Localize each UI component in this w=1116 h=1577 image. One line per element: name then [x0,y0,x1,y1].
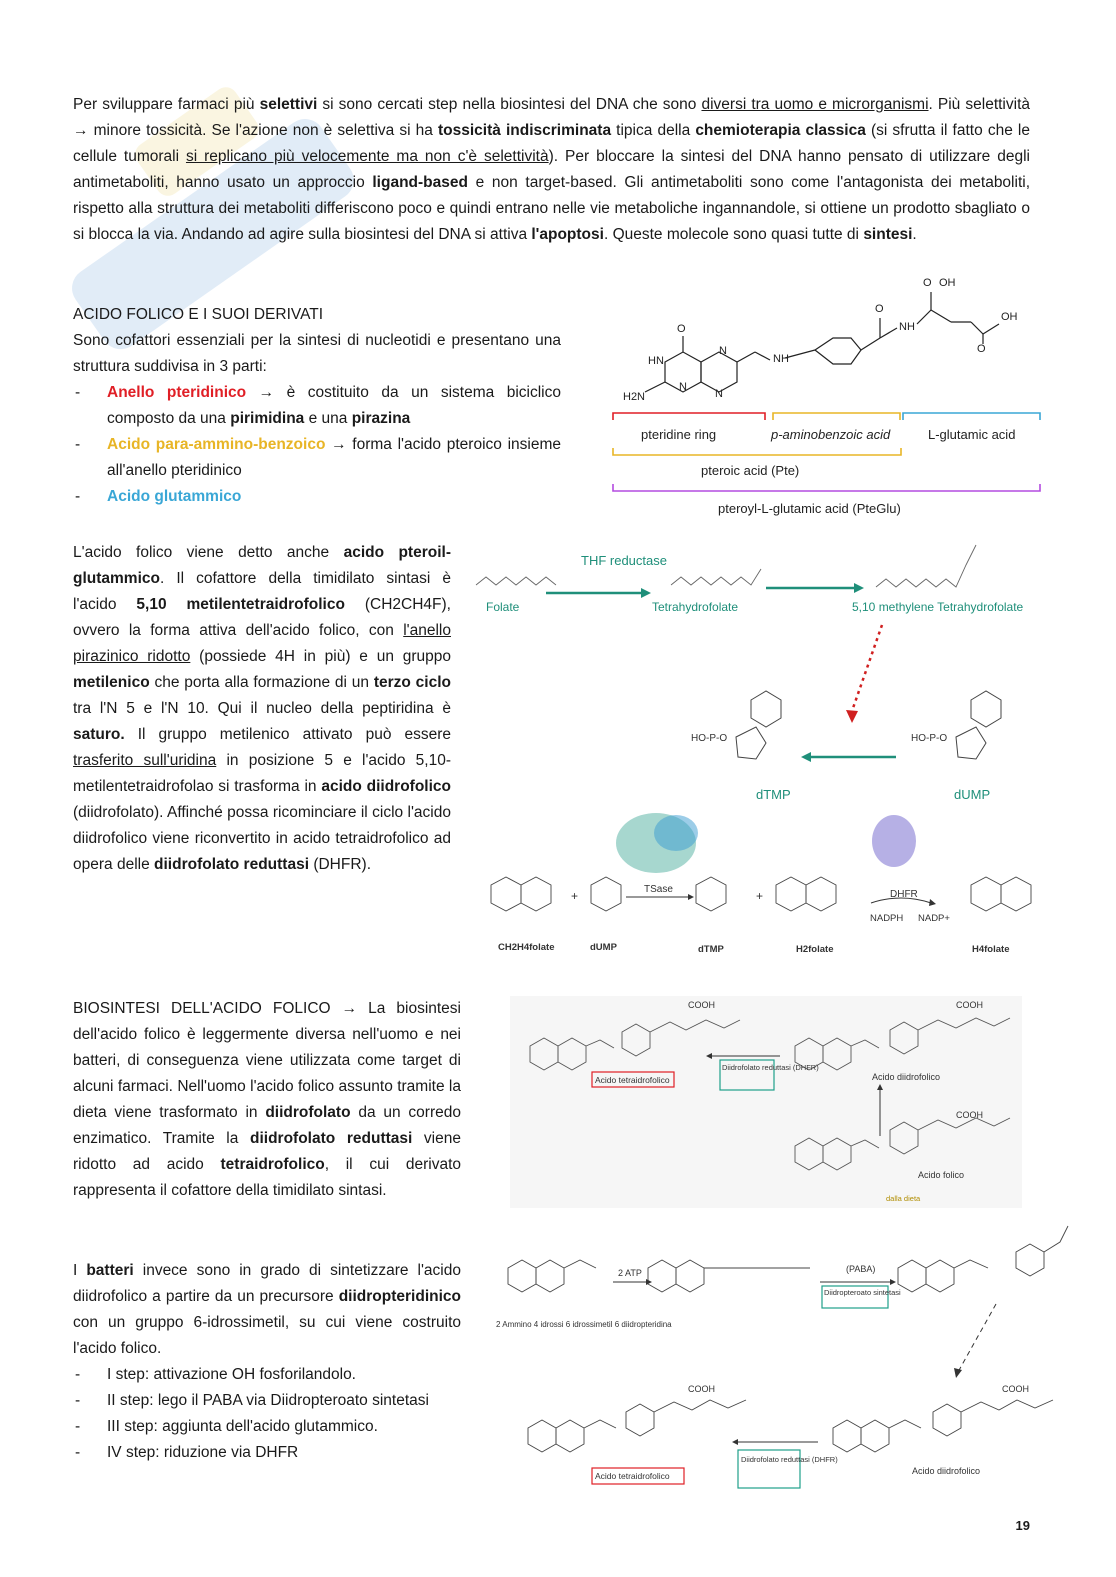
bacteria-section [73,1258,461,1466]
list-item: - II step: lego il PABA via Diidropteroato sintetasi [73,1388,461,1414]
list-item: - IV step: riduzione via DHFR [73,1440,461,1466]
list-item: - III step: aggiunta dell'acido glutammico. [73,1414,461,1440]
folic-heading: ACIDO FOLICO E I SUOI DERIVATI [73,306,324,323]
svg-text:pteridine ring: pteridine ring [641,427,717,442]
svg-text:O: O [923,277,932,289]
svg-text:O: O [875,303,884,315]
svg-text:Folate: Folate [486,600,520,614]
biosynthesis-paragraph: BIOSINTESI DELL'ACIDO FOLICO → La biosintesi dell'acido folico è leggermente diversa nell'uomo e nei batteri, di conseguenza viene utilizzata come target di alcuni farmaci. Nell'uomo l'acido folico assunto tramite la dieta viene trasformato in diidrofolato da un corredo enzimatico. Tramite la diidrofolato reduttasi viene ridotto ad acido tetraidrofolico, il cui derivato rappresenta il cofattore della timidilato sintasi. [73,1000,461,1199]
svg-text:Diidrofolato reduttasi (DHFR): Diidrofolato reduttasi (DHFR) [722,1063,819,1072]
svg-text:dalla dieta: dalla dieta [886,1194,921,1203]
svg-text:COOH: COOH [956,1110,983,1120]
bacteria-paragraph: I batteri invece sono in grado di sintetizzare l'acido diidrofolico a partire da un precursore diidropteridinico con un gruppo 6-idrossimetil, su cui viene costruito l'acido folico. [73,1262,461,1357]
svg-text:p-aminobenzoic acid: p-aminobenzoic acid [771,427,891,442]
svg-text:O: O [977,343,986,355]
svg-text:Acido diidrofolico: Acido diidrofolico [872,1072,941,1082]
svg-text:pteroic acid (Pte): pteroic acid (Pte) [701,463,800,478]
svg-text:H4folate: H4folate [972,944,1010,955]
bacteria-steps-list [73,1362,461,1466]
svg-text:OH: OH [939,277,956,289]
svg-text:COOH: COOH [688,1000,715,1010]
svg-text:NH: NH [773,353,789,365]
svg-text:NADPH: NADPH [870,913,904,924]
thf-cycle-figure [466,525,1046,965]
svg-text:Diidropteroato sintetasi: Diidropteroato sintetasi [824,1288,901,1297]
svg-text:Acido diidrofolico: Acido diidrofolico [912,1466,981,1476]
svg-text:5,10 methylene Tetrahydrofolat: 5,10 methylene Tetrahydrofolate [852,600,1024,614]
svg-text:O: O [677,323,686,335]
list-item: - Acido para-ammino-benzoico → forma l'acido pteroico insieme all'anello pteridinico [73,432,561,484]
svg-text:N: N [715,388,723,400]
thf-paragraph: L'acido folico viene detto anche acido pteroil-glutammico. Il cofattore della timidilato sintasi è l'acido 5,10 metilentetraidrofolico (CH2CH4F), ovvero la forma attiva dell'acido folico, con l'anello pirazinico ridotto (possiede 4H in più) e un gruppo metilenico che porta alla formazione di un terzo ciclo tra l'N 5 e l'N 10. Qui il nucleo della peptiridina è saturo. Il gruppo metilenico attivato può essere trasferito sull'uridina in posizione 5 e l'acido 5,10-metilentetraidrofolao si trasforma in acido diidrofolico (diidrofolato). Affinché possa ricominciare il ciclo l'acido diidrofolico viene riconvertito in acido tetraidrofolico ad opera delle diidrofolato reduttasi (DHFR). [73,544,452,873]
svg-text:+: + [756,889,764,903]
svg-text:NH: NH [899,321,915,333]
svg-text:2 ATP: 2 ATP [618,1268,642,1278]
bacterial-folate-pathway-figure [488,1212,1088,1504]
svg-text:+: + [571,889,579,903]
svg-text:THF reductase: THF reductase [581,553,667,568]
folic-parts-list [73,380,561,510]
svg-text:dTMP: dTMP [698,944,724,955]
svg-text:2 Ammino 4 idrossi 6 idrossime: 2 Ammino 4 idrossi 6 idrossimetil 6 diidropteridina [496,1320,672,1329]
svg-text:Acido tetraidrofolico: Acido tetraidrofolico [595,1075,670,1085]
svg-text:N: N [679,381,687,393]
svg-text:Acido folico: Acido folico [918,1170,965,1180]
folic-section [73,302,561,510]
list-item: - Anello pteridinico → è costituito da un sistema biciclico composto da una pirimidina e una pirazina [73,380,561,432]
svg-text:HN: HN [648,355,664,367]
list-item: - Acido glutammico [73,484,561,510]
intro-paragraph: Per sviluppare farmaci più selettivi si sono cercati step nella biosintesi del DNA che sono diversi tra uomo e microrganismi. Più selettività → minore tossicità. Se l'azione non è selettiva si ha tossicità indiscriminata tipica della chemioterapia classica (si sfrutta il fatto che le cellule tumorali si replicano più velocemente ma non c'è selettività). Per bloccare la sintesi del DNA hanno pensato di utilizzare degli antimetaboliti, hanno usato un approccio ligand-based e non target-based. Gli antimetaboliti sono come l'antagonista dei metaboliti, rispetto alla struttura dei metaboliti differiscono poco e quindi entrano nelle vie metaboliche ingannandole, si ottiene un prodotto sbagliato o si blocca la via. Andando ad agire sulla biosintesi del DNA si attiva l'apoptosi. Queste molecole sono quasi tutte di sintesi. [73,96,1030,243]
svg-text:pteroyl-L-glutamic acid (PteGl: pteroyl-L-glutamic acid (PteGlu) [718,501,901,516]
svg-text:N: N [719,345,727,357]
svg-text:Diidrofolato reduttasi (DHFR): Diidrofolato reduttasi (DHFR) [741,1455,838,1464]
human-folate-pathway-figure [510,996,1022,1208]
svg-text:NADP+: NADP+ [918,913,950,924]
svg-text:COOH: COOH [956,1000,983,1010]
svg-text:H2folate: H2folate [796,944,834,955]
svg-text:(PABA): (PABA) [846,1264,876,1274]
svg-text:COOH: COOH [1002,1384,1029,1394]
svg-text:HO-P-O: HO-P-O [911,733,948,744]
list-item: - I step: attivazione OH fosforilandolo. [73,1362,461,1388]
svg-text:COOH: COOH [688,1384,715,1394]
page-number: 19 [1015,1518,1030,1533]
svg-text:H2N: H2N [623,391,646,403]
svg-text:L-glutamic acid: L-glutamic acid [928,427,1016,442]
svg-text:OH: OH [1001,311,1018,323]
svg-text:CH2H4folate: CH2H4folate [498,942,555,953]
svg-text:HO-P-O: HO-P-O [691,733,728,744]
svg-text:Acido tetraidrofolico: Acido tetraidrofolico [595,1471,670,1481]
folic-description: Sono cofattori essenziali per la sintesi di nucleotidi e presentano una struttura suddivisa in 3 parti: [73,332,561,375]
folic-acid-structure-figure [605,272,1045,522]
svg-text:dUMP: dUMP [590,942,617,953]
svg-text:TSase: TSase [644,884,673,895]
svg-text:dTMP: dTMP [756,787,791,802]
svg-text:dUMP: dUMP [954,787,991,802]
svg-text:Tetrahydrofolate: Tetrahydrofolate [652,600,739,614]
svg-text:DHFR: DHFR [890,889,918,900]
